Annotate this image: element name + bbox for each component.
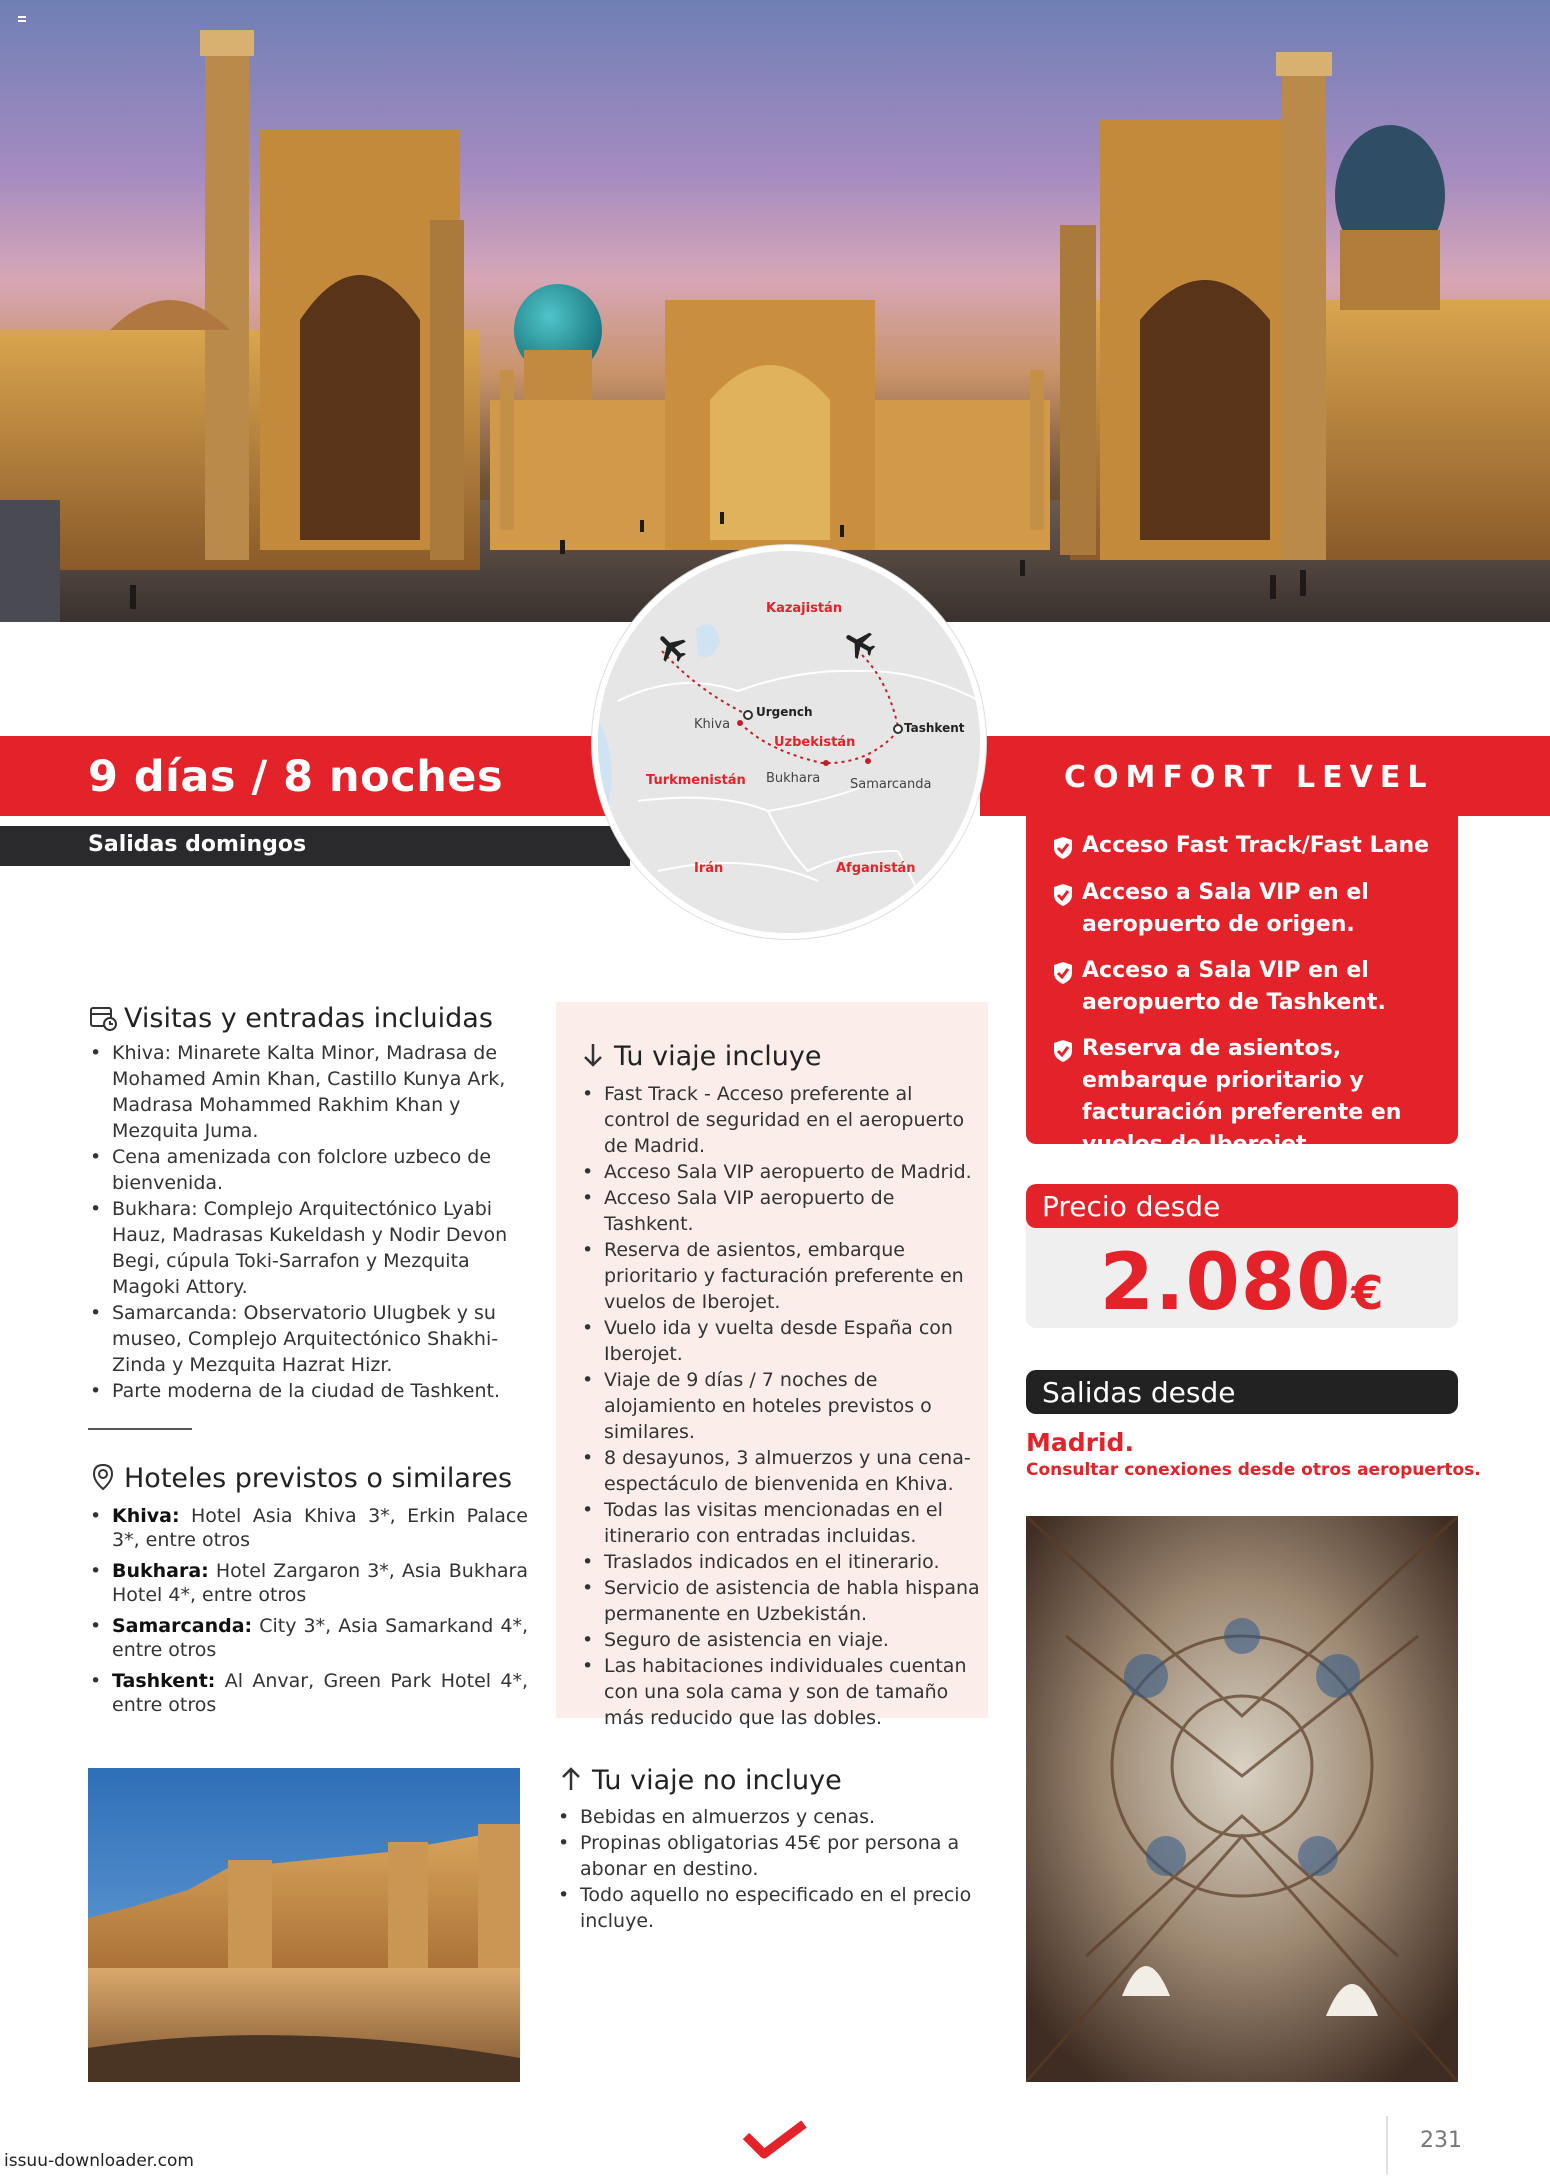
- map-label-iran: Irán: [694, 861, 724, 876]
- trip-duration: 9 días / 8 noches: [88, 752, 504, 802]
- corner-mark-icon: [18, 16, 26, 22]
- shield-check-icon: [1052, 961, 1074, 985]
- map-label-turkmenistan: Turkmenistán: [646, 773, 746, 788]
- list-item: • Bukhara: Complejo Arquitectónico Lyabi Hauz, Madrasas Kukeldash y Nodir Devon Begi, cúpula Toki-Sarrafon y Mezquita Magoki Attory.: [88, 1196, 528, 1300]
- comfort-item: [1052, 830, 1452, 862]
- visitas-title-text: Visitas y entradas incluidas: [124, 1003, 493, 1034]
- comfort-item: [1052, 1033, 1452, 1161]
- list-item: • Reserva de asientos, embarque prioritario y facturación preferente en vuelos de Iberojet.: [580, 1237, 980, 1315]
- map-label-bukhara: Bukhara: [766, 771, 821, 786]
- hotel-text: Al Anvar, Green Park Hotel 4*, entre otros: [112, 1670, 529, 1716]
- departure-days: Salidas domingos: [88, 832, 307, 857]
- price-amount: [1026, 1238, 1458, 1328]
- comfort-item: [1052, 955, 1452, 1019]
- map-label-afghanistan: Afganistán: [836, 861, 916, 876]
- incluye-title-text: Tu viaje incluye: [614, 1041, 822, 1072]
- map-label-samarkand: Samarcanda: [850, 777, 932, 792]
- dome-ceiling-photo: [1026, 1516, 1458, 2082]
- shield-check-icon: [1052, 836, 1074, 860]
- departures-label: Salidas desde: [1042, 1376, 1236, 1409]
- list-item: • Seguro de asistencia en viaje.: [580, 1627, 980, 1653]
- list-item: • Servicio de asistencia de habla hispana permanente en Uzbekistán.: [580, 1575, 980, 1627]
- no-incluye-title: [556, 1764, 842, 1796]
- list-item: • Viaje de 9 días / 7 noches de alojamiento en hoteles previstos o similares.: [580, 1367, 980, 1445]
- hoteles-list: [88, 1504, 528, 1724]
- map-label-tashkent: Tashkent: [904, 721, 965, 735]
- list-item: • 8 desayunos, 3 almuerzos y una cena-espectáculo de bienvenida en Khiva.: [580, 1445, 980, 1497]
- airplane-icon: [842, 625, 878, 661]
- page-divider: [1386, 2116, 1388, 2174]
- comfort-item-label: Acceso a Sala VIP en el aeropuerto de origen.: [1082, 880, 1369, 937]
- list-item: • Samarcanda: Observatorio Ulugbek y su museo, Complejo Arquitectónico Shakhi-Zinda y Mezquita Hazrat Hizr.: [88, 1300, 528, 1378]
- list-item: [88, 1504, 528, 1552]
- list-item: • Vuelo ida y vuelta desde España con Iberojet.: [580, 1315, 980, 1367]
- no-incluye-title-text: Tu viaje no incluye: [592, 1765, 842, 1796]
- hotel-city: Samarcanda:: [112, 1615, 253, 1637]
- list-item: • Acceso Sala VIP aeropuerto de Tashkent.: [580, 1185, 980, 1237]
- arrow-up-icon: [556, 1764, 586, 1794]
- visitas-list: [88, 1040, 528, 1404]
- hotel-text: City 3*, Asia Samarkand 4*, entre otros: [112, 1615, 528, 1661]
- shield-check-icon: [1052, 1039, 1074, 1063]
- list-item: [88, 1614, 528, 1662]
- list-item: • Todo aquello no especificado en el precio incluye.: [556, 1882, 988, 1934]
- list-item: • Todas las visitas mencionadas en el itinerario con entradas incluidas.: [580, 1497, 980, 1549]
- section-divider: [88, 1428, 192, 1430]
- hero-photo-registan: [0, 0, 1550, 622]
- airplane-icon: [654, 629, 690, 665]
- list-item: [88, 1669, 528, 1717]
- shield-check-icon: [1052, 883, 1074, 907]
- list-item: • Propinas obligatorias 45€ por persona a abonar en destino.: [556, 1830, 988, 1882]
- list-item: • Parte moderna de la ciudad de Tashkent.: [88, 1378, 528, 1404]
- hotel-city: Bukhara:: [112, 1560, 209, 1582]
- route-map: [592, 545, 986, 939]
- price-box: [1026, 1184, 1458, 1328]
- list-item: • Cena amenizada con folclore uzbeco de bienvenida.: [88, 1144, 528, 1196]
- list-item: • Las habitaciones individuales cuentan con una sola cama y son de tamaño más reducido que las dobles.: [580, 1653, 980, 1731]
- hotel-city: Tashkent:: [112, 1670, 216, 1692]
- khiva-wall-photo: [88, 1768, 520, 2082]
- incluye-title: [578, 1040, 821, 1072]
- price-value: 2.080: [1099, 1238, 1352, 1328]
- hoteles-title-text: Hoteles previstos o similares: [124, 1463, 513, 1494]
- map-label-khiva: Khiva: [694, 717, 731, 732]
- hotel-text: Hotel Zargaron 3*, Asia Bukhara Hotel 4*, entre otros: [112, 1560, 528, 1606]
- price-label: Precio desde: [1042, 1190, 1221, 1223]
- brand-check-icon: [742, 2120, 808, 2160]
- departures-header: [1026, 1370, 1458, 1414]
- hotel-city: Khiva:: [112, 1505, 180, 1527]
- departure-note: Consultar conexiones desde otros aeropuertos.: [1026, 1460, 1481, 1480]
- hotel-text: Hotel Asia Khiva 3*, Erkin Palace 3*, entre otros: [112, 1505, 528, 1551]
- list-item: [88, 1559, 528, 1607]
- arrow-down-icon: [578, 1040, 608, 1070]
- comfort-level-title: COMFORT LEVEL: [1064, 760, 1434, 795]
- departure-city: Madrid.: [1026, 1428, 1134, 1457]
- comfort-item-label: Reserva de asientos, embarque prioritario y facturación preferente en vuelos de Iberojet.: [1082, 1036, 1402, 1157]
- visitas-title: [88, 1002, 493, 1034]
- location-pin-icon: [88, 1462, 118, 1492]
- ticket-icon: [88, 1002, 118, 1032]
- map-label-urgench: Urgench: [756, 705, 813, 719]
- list-item: • Acceso Sala VIP aeropuerto de Madrid.: [580, 1159, 980, 1185]
- price-currency: €: [1351, 1266, 1385, 1320]
- map-label-kazakhstan: Kazajistán: [766, 601, 843, 616]
- price-header: [1026, 1184, 1458, 1228]
- comfort-item-label: Acceso Fast Track/Fast Lane: [1082, 833, 1430, 858]
- incluye-list: [580, 1081, 980, 1731]
- list-item: • Khiva: Minarete Kalta Minor, Madrasa de Mohamed Amin Khan, Castillo Kunya Ark, Madrasa Mohammed Rakhim Khan y Mezquita Juma.: [88, 1040, 528, 1144]
- map-label-uzbekistan: Uzbekistán: [774, 735, 856, 750]
- list-item: • Fast Track - Acceso preferente al control de seguridad en el aeropuerto de Madrid.: [580, 1081, 980, 1159]
- no-incluye-list: [556, 1804, 988, 1934]
- comfort-item-label: Acceso a Sala VIP en el aeropuerto de Tashkent.: [1082, 958, 1386, 1015]
- watermark: issuu-downloader.com: [0, 2150, 198, 2172]
- list-item: • Traslados indicados en el itinerario.: [580, 1549, 980, 1575]
- comfort-item: [1052, 877, 1452, 941]
- list-item: • Bebidas en almuerzos y cenas.: [556, 1804, 988, 1830]
- page-number: 231: [1420, 2128, 1462, 2153]
- hoteles-title: [88, 1462, 512, 1494]
